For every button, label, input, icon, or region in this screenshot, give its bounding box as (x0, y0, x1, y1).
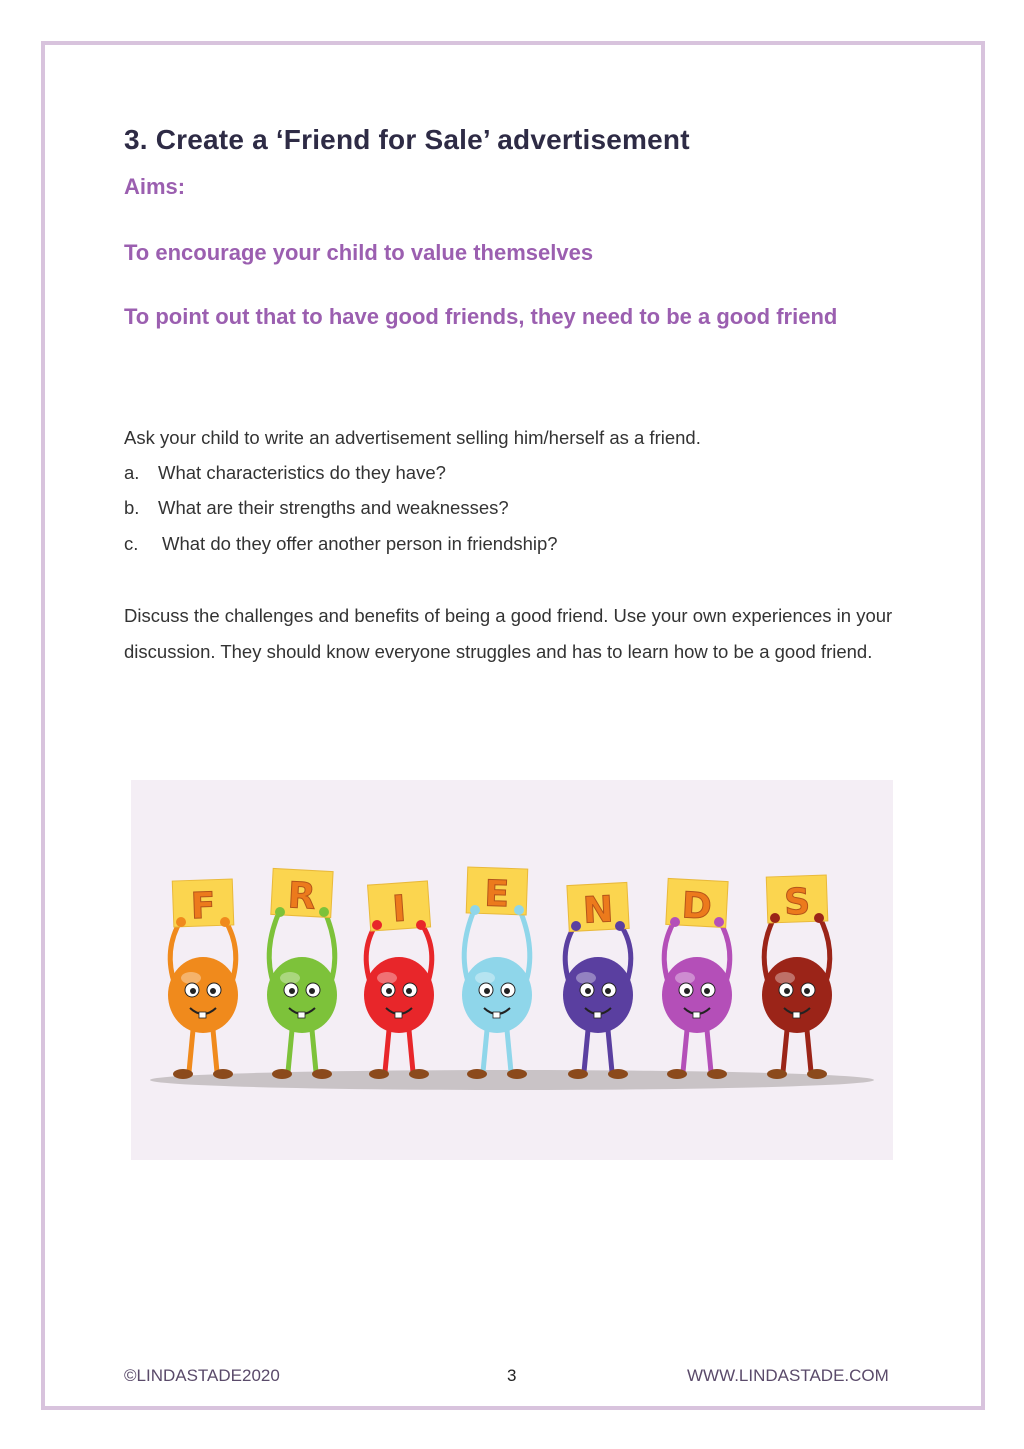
character-pupil (784, 988, 790, 994)
list-marker: c. (124, 533, 139, 554)
character-hand (470, 905, 480, 915)
character-tooth (793, 1012, 800, 1018)
character-pupil (210, 988, 216, 994)
character-leg (507, 1030, 511, 1072)
character-shoe (608, 1069, 628, 1079)
body-highlight (377, 972, 397, 984)
character-shoe (213, 1069, 233, 1079)
character-leg (483, 1030, 487, 1072)
character-shoe (173, 1069, 193, 1079)
aim-item: To encourage your child to value themselves (124, 240, 594, 265)
character-shoe (507, 1069, 527, 1079)
character-pupil (406, 988, 412, 994)
friend-character (267, 868, 337, 1079)
friend-character (462, 867, 532, 1079)
character-hand (319, 907, 329, 917)
character-leg (608, 1030, 612, 1072)
character-shoe (369, 1069, 389, 1079)
character-leg (312, 1030, 316, 1072)
character-body (364, 957, 434, 1033)
sign-letter: S (783, 881, 811, 924)
question-text: What characteristics do they have? (158, 462, 446, 483)
list-marker: a. (124, 462, 140, 483)
friends-illustration (131, 780, 893, 1160)
character-body (563, 957, 633, 1033)
friend-character (364, 881, 434, 1079)
footer-copyright: ©LINDASTADE2020 (124, 1366, 280, 1385)
character-shoe (807, 1069, 827, 1079)
question-text: What are their strengths and weaknesses? (158, 497, 509, 518)
character-shoe (467, 1069, 487, 1079)
character-leg (288, 1030, 292, 1072)
friend-character (168, 879, 238, 1079)
list-marker: b. (124, 497, 140, 518)
character-leg (707, 1030, 711, 1072)
character-hand (670, 917, 680, 927)
character-leg (409, 1030, 413, 1072)
character-shoe (409, 1069, 429, 1079)
character-hand (770, 913, 780, 923)
character-tooth (199, 1012, 206, 1018)
character-pupil (605, 988, 611, 994)
character-shoe (568, 1069, 588, 1079)
character-hand (176, 917, 186, 927)
character-pupil (704, 988, 710, 994)
sign-letter: F (190, 885, 217, 928)
friends-characters-graphic (131, 780, 893, 1160)
character-hand (514, 905, 524, 915)
character-tooth (493, 1012, 500, 1018)
friend-character (762, 875, 832, 1079)
character-shoe (272, 1069, 292, 1079)
character-pupil (684, 988, 690, 994)
character-tooth (693, 1012, 700, 1018)
body-highlight (181, 972, 201, 984)
question-item (124, 462, 446, 484)
character-hand (714, 917, 724, 927)
question-text: What do they offer another person in friendship? (162, 533, 558, 554)
sign-letter: D (680, 885, 713, 928)
character-pupil (484, 988, 490, 994)
character-tooth (594, 1012, 601, 1018)
character-tooth (395, 1012, 402, 1018)
character-body (462, 957, 532, 1033)
character-pupil (804, 988, 810, 994)
character-leg (683, 1030, 687, 1072)
character-body (267, 957, 337, 1033)
character-hand (372, 920, 382, 930)
character-hand (571, 921, 581, 931)
character-pupil (585, 988, 591, 994)
character-shoe (707, 1069, 727, 1079)
character-hand (220, 917, 230, 927)
friend-character (563, 882, 633, 1079)
character-leg (807, 1030, 811, 1072)
aim-item: To point out that to have good friends, they need to be a good friend (124, 304, 838, 329)
character-hand (416, 920, 426, 930)
character-tooth (298, 1012, 305, 1018)
character-pupil (289, 988, 295, 994)
character-pupil (190, 988, 196, 994)
body-highlight (675, 972, 695, 984)
character-pupil (309, 988, 315, 994)
intro-text: Ask your child to write an advertisement selling him/herself as a friend. (124, 427, 701, 448)
character-leg (783, 1030, 787, 1072)
section-heading: 3. Create a ‘Friend for Sale’ advertisement (124, 124, 690, 155)
character-shoe (667, 1069, 687, 1079)
sign-letter: N (582, 889, 615, 932)
footer-page-number: 3 (507, 1366, 517, 1385)
body-highlight (280, 972, 300, 984)
character-pupil (504, 988, 510, 994)
friend-character (662, 878, 732, 1079)
character-body (762, 957, 832, 1033)
character-shoe (312, 1069, 332, 1079)
character-body (168, 957, 238, 1033)
body-highlight (475, 972, 495, 984)
character-hand (275, 907, 285, 917)
character-pupil (386, 988, 392, 994)
character-shoe (767, 1069, 787, 1079)
body-highlight (775, 972, 795, 984)
character-leg (189, 1030, 193, 1072)
character-hand (615, 921, 625, 931)
character-leg (385, 1030, 389, 1072)
character-hand (814, 913, 824, 923)
character-leg (213, 1030, 217, 1072)
sign-letter: I (391, 888, 408, 931)
character-body (662, 957, 732, 1033)
body-highlight (576, 972, 596, 984)
question-item (124, 533, 558, 555)
sign-letter: R (286, 875, 317, 918)
sign-letter: E (483, 873, 510, 916)
aims-label: Aims: (124, 174, 186, 199)
discussion-paragraph: Discuss the challenges and benefits of being a good friend. Use your own experiences in your discussion. They should know everyone struggles and has to learn how to be a good friend. (124, 605, 893, 662)
footer-website: WWW.LINDASTADE.COM (687, 1366, 889, 1385)
character-leg (584, 1030, 588, 1072)
question-item (124, 497, 509, 519)
